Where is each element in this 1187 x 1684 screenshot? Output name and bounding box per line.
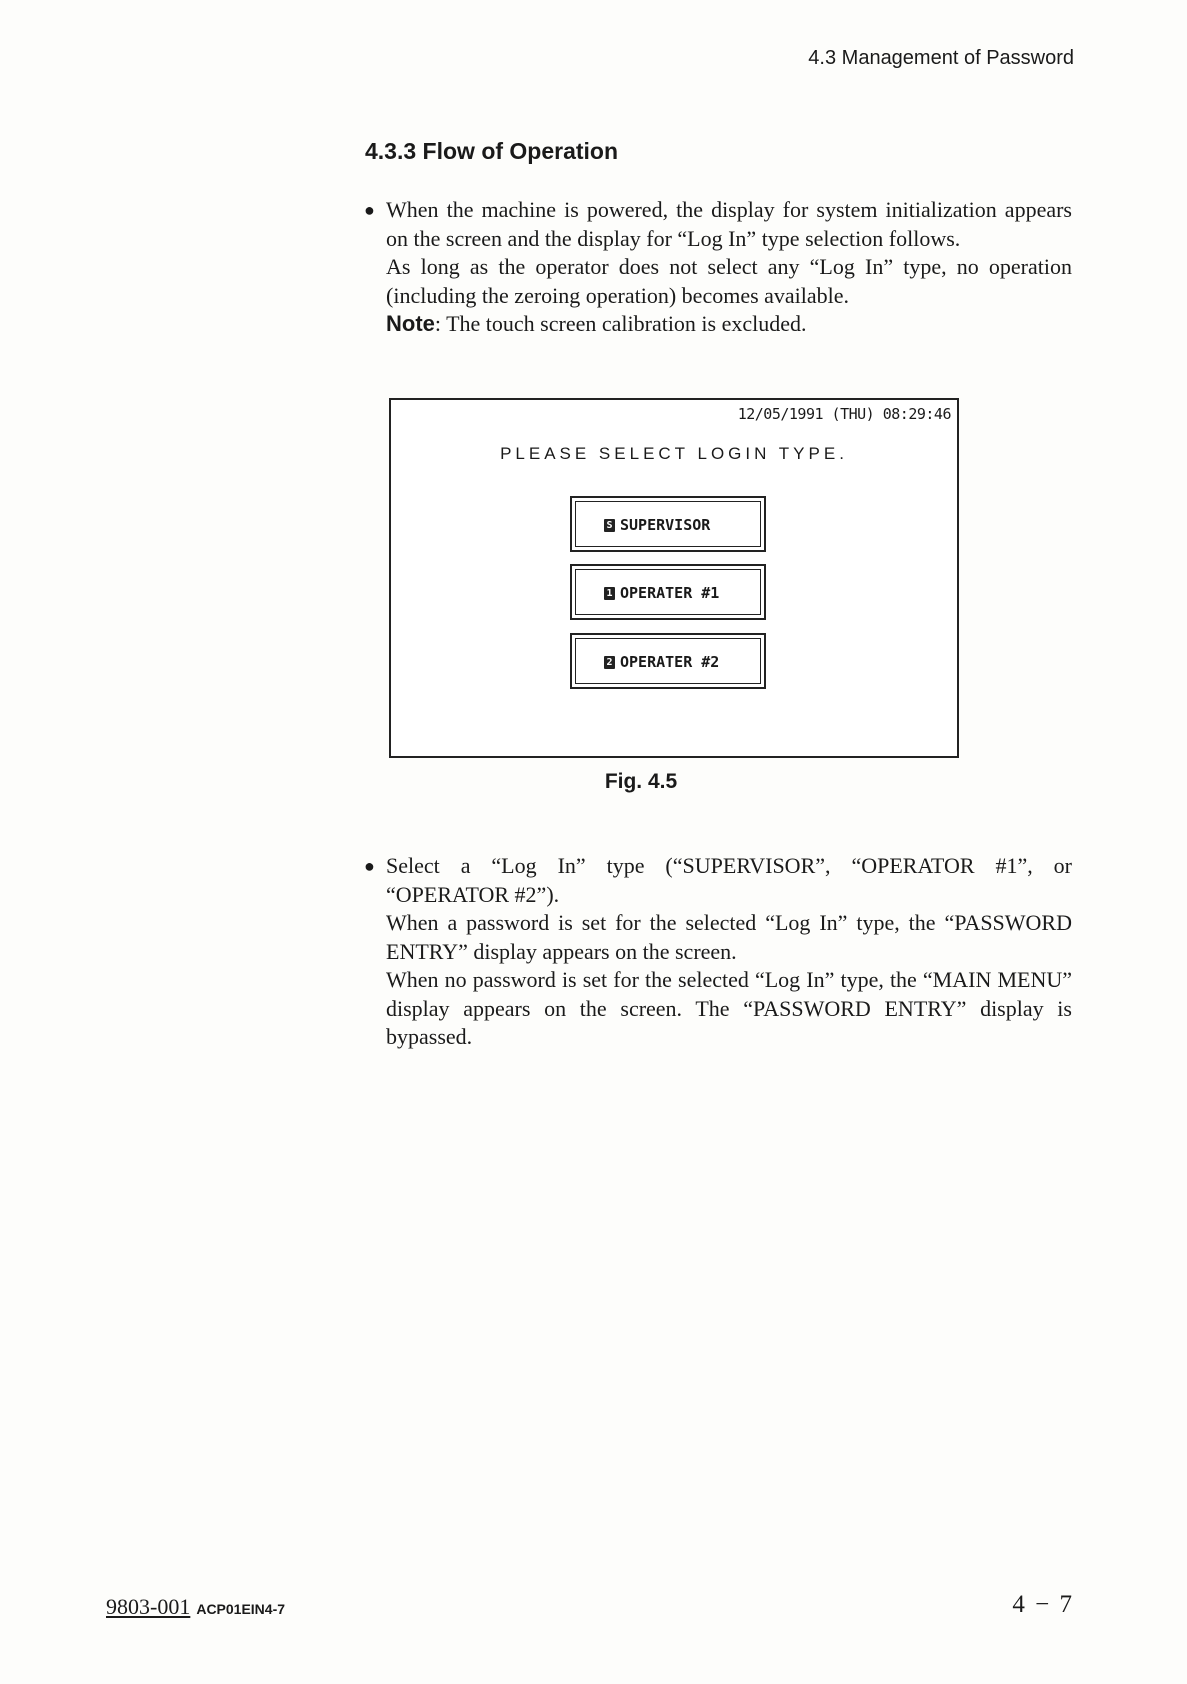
doc-code: ACP01EIN4-7 — [196, 1601, 286, 1617]
paragraph-password-set: When a password is set for the selected “Log In” type, the “PASSWORD ENTRY” display appears on the screen. — [386, 910, 1072, 964]
supervisor-label: SUPERVISOR — [620, 516, 711, 534]
paragraph-no-operation: As long as the operator does not select any “Log In” type, no operation (including the zeroing operation) becomes available. — [386, 254, 1072, 308]
operator-2-key-icon: 2 — [604, 656, 615, 669]
section-title: 4.3.3 Flow of Operation — [365, 138, 619, 164]
note — [386, 310, 1072, 339]
paragraph-power-on: When the machine is powered, the display for system initialization appears on the screen and the display for “Log In” type selection follows. — [386, 197, 1072, 251]
paragraph-select-login: Select a “Log In” type (“SUPERVISOR”, “OPERATOR #1”, or “OPERATOR #2”). — [386, 853, 1072, 907]
operator-2-button[interactable] — [570, 633, 766, 689]
footer-doc-id — [106, 1594, 285, 1620]
bullet-block-select-login — [364, 852, 1072, 1052]
note-text: : The touch screen calibration is excluded. — [434, 311, 807, 336]
bullet-block-power-on — [364, 196, 1072, 339]
note-label: Note — [386, 311, 435, 336]
operator-2-label: OPERATER #2 — [620, 653, 720, 671]
operator-1-button[interactable] — [570, 564, 766, 620]
figure-caption: Fig. 4.5 — [604, 770, 678, 793]
screen-prompt: PLEASE SELECT LOGIN TYPE. — [500, 444, 848, 463]
running-header: 4.3 Management of Password — [808, 47, 1074, 69]
bullet-icon: ● — [364, 200, 375, 220]
operator-1-label: OPERATER #1 — [620, 584, 720, 602]
operator-1-key-icon: 1 — [604, 587, 615, 600]
doc-number: 9803-001 — [106, 1594, 191, 1619]
login-type-screen-figure — [389, 398, 959, 758]
page-number: 4 − 7 — [1012, 1591, 1074, 1618]
supervisor-button[interactable] — [570, 496, 766, 552]
supervisor-key-icon: S — [604, 519, 615, 532]
screen-timestamp: 12/05/1991 (THU) 08:29:46 — [737, 405, 951, 423]
bullet-icon: ● — [364, 856, 375, 876]
paragraph-no-password: When no password is set for the selected “Log In” type, the “MAIN MENU” display appears on the screen. The “PASSWORD ENTRY” display is bypassed. — [386, 967, 1072, 1049]
